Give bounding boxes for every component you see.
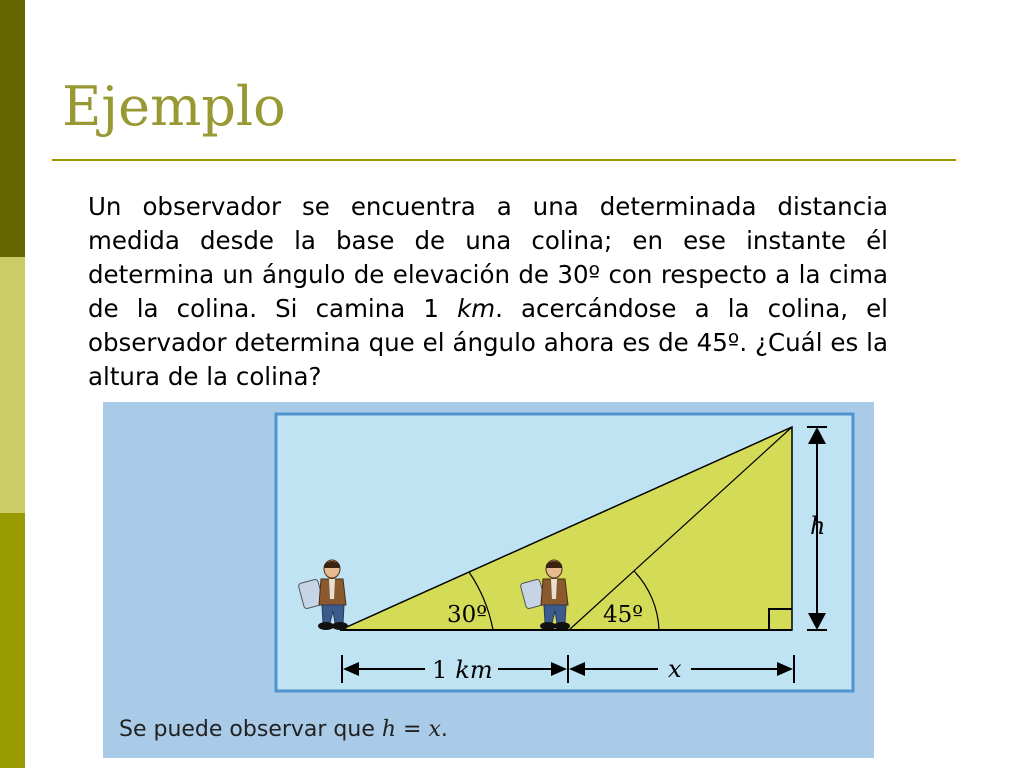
problem-text-end: . acercándose a la colina, el observador determina que el ángulo ahora es de 45º. ¿Cuál es la altura de la colina? — [88, 294, 888, 391]
height-label: h — [810, 512, 826, 540]
problem-unit: km — [457, 294, 496, 323]
caption-prefix: Se puede observar que — [119, 717, 382, 742]
angle-45-label: 45º — [603, 602, 644, 628]
caption-h: h — [381, 717, 397, 742]
dim-1km-number: 1 — [432, 656, 448, 684]
title-divider — [52, 159, 956, 161]
problem-text-start: Un observador se encuentra a una determinada distancia medida desde la base de una colina; en ese instante él determina un ángulo de elevación de 30º con respecto a la cima de la colina. Si camina 1 — [88, 192, 888, 323]
caption-end: . — [440, 717, 448, 742]
angle-30-label: 30º — [447, 602, 488, 628]
figure-caption — [119, 717, 448, 742]
decor-bar-top — [0, 0, 25, 257]
caption-eq: = — [396, 717, 429, 742]
caption-x: x — [428, 717, 441, 742]
hill-diagram — [103, 402, 874, 758]
problem-text — [88, 190, 888, 394]
dim-1km-label — [432, 656, 493, 684]
decor-bar-bottom — [0, 513, 25, 768]
dim-1km-unit: km — [455, 656, 493, 684]
decor-bar-middle — [0, 257, 25, 513]
dim-x-label: x — [668, 655, 682, 683]
slide-title: Ejemplo — [62, 75, 286, 138]
